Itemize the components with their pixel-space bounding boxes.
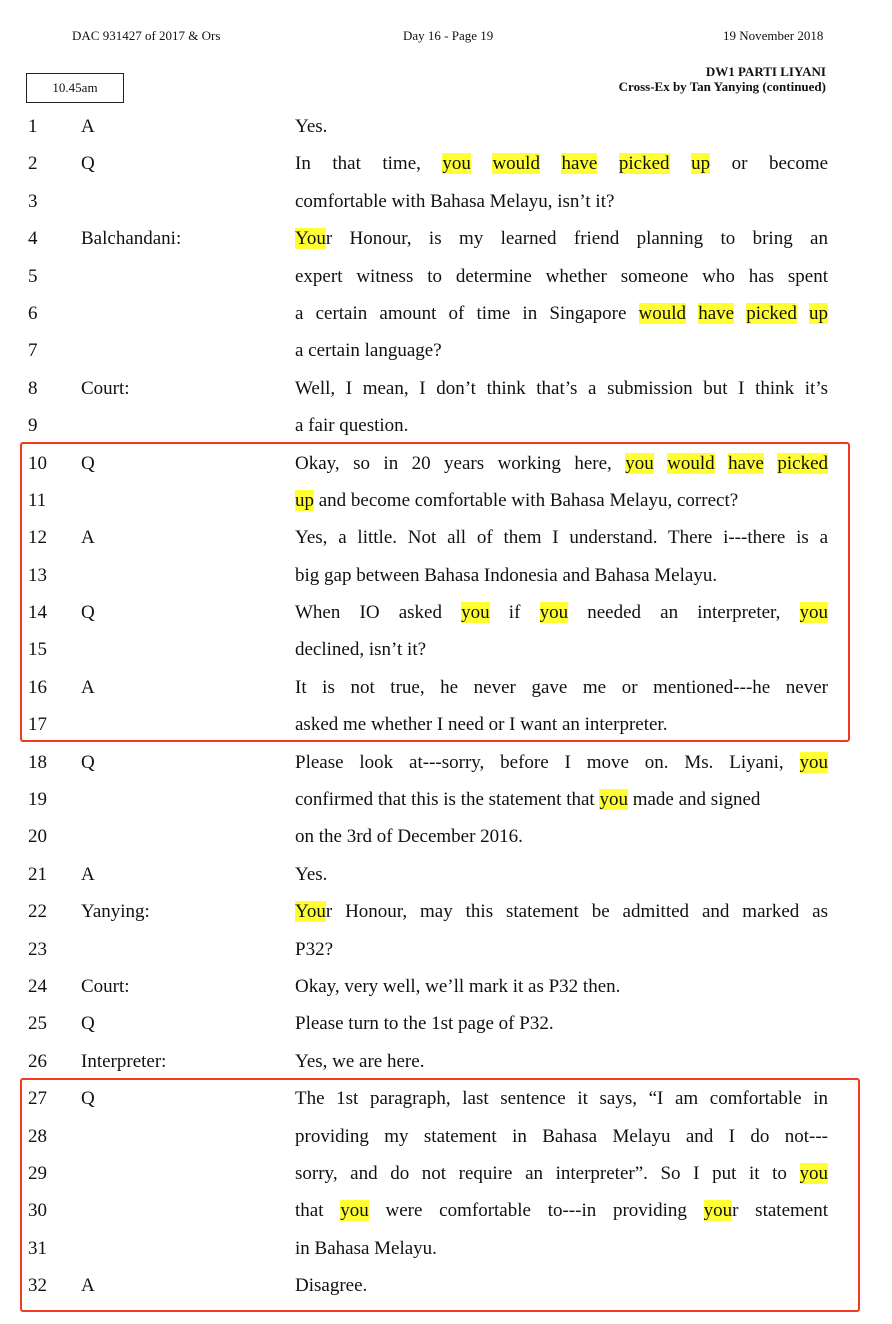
transcript-line bbox=[0, 332, 892, 369]
text-segment: sorry, and do not require an interpreter”. So I put it to bbox=[295, 1162, 800, 1184]
line-number: 7 bbox=[28, 340, 38, 362]
transcript-line bbox=[0, 519, 892, 556]
line-number: 23 bbox=[28, 938, 47, 960]
speaker-label: A bbox=[81, 863, 95, 885]
text-segment: P32? bbox=[295, 938, 333, 960]
line-text bbox=[295, 266, 828, 288]
case-number: DAC 931427 of 2017 & Ors bbox=[72, 28, 221, 43]
text-segment: r statement bbox=[732, 1200, 828, 1222]
transcript-line bbox=[0, 1080, 892, 1117]
line-number: 9 bbox=[28, 415, 38, 437]
highlighted-word: you bbox=[625, 452, 654, 474]
transcript-line bbox=[0, 220, 892, 257]
text-segment: in Bahasa Melayu. bbox=[295, 1237, 437, 1259]
line-text bbox=[295, 1051, 424, 1073]
text-segment: that bbox=[295, 1200, 341, 1222]
line-text bbox=[295, 1126, 828, 1148]
line-text bbox=[295, 602, 828, 624]
highlighted-word: would bbox=[638, 302, 687, 324]
transcript-line bbox=[0, 108, 892, 145]
transcript-line bbox=[0, 1267, 892, 1304]
text-segment: Yes, we are here. bbox=[295, 1050, 425, 1072]
text-segment: Yes. bbox=[295, 863, 328, 885]
transcript-line bbox=[0, 557, 892, 594]
text-segment: Okay, so in 20 years working here, bbox=[295, 452, 626, 474]
line-text bbox=[295, 976, 620, 998]
line-number: 16 bbox=[28, 676, 47, 698]
highlighted-word: would bbox=[667, 452, 715, 474]
text-segment: and become comfortable with Bahasa Melayu, correct? bbox=[314, 489, 739, 511]
line-number: 25 bbox=[28, 1013, 47, 1035]
day-page: Day 16 - Page 19 bbox=[403, 28, 494, 43]
speaker-label: A bbox=[81, 676, 95, 698]
text-segment: a certain language? bbox=[295, 340, 442, 362]
line-text bbox=[295, 116, 327, 138]
text-segment bbox=[471, 153, 493, 174]
highlighted-word: you bbox=[340, 1200, 369, 1222]
transcript-line bbox=[0, 893, 892, 930]
line-number: 10 bbox=[28, 452, 47, 474]
text-segment bbox=[764, 453, 777, 474]
line-text bbox=[295, 826, 523, 848]
line-number: 12 bbox=[28, 527, 47, 549]
transcript-line bbox=[0, 1005, 892, 1042]
line-number: 5 bbox=[28, 265, 38, 287]
line-text bbox=[295, 901, 828, 923]
text-segment: asked me whether I need or I want an interpreter. bbox=[295, 714, 668, 736]
transcript-lines bbox=[0, 108, 892, 1305]
line-text bbox=[295, 1088, 828, 1110]
line-number: 4 bbox=[28, 228, 38, 250]
line-text bbox=[295, 864, 327, 886]
text-segment: Yes, a little. Not all of them I understand. There i---there is a bbox=[295, 527, 828, 549]
transcript-line bbox=[0, 744, 892, 781]
text-segment: on the 3rd of December 2016. bbox=[295, 826, 523, 848]
text-segment: made and signed bbox=[627, 789, 761, 811]
line-text bbox=[295, 415, 408, 437]
line-number: 30 bbox=[28, 1200, 47, 1222]
text-segment: The 1st paragraph, last sentence it says, “I am comfortable in bbox=[295, 1088, 828, 1110]
line-number: 3 bbox=[28, 190, 38, 212]
highlighted-word: you bbox=[799, 602, 829, 624]
highlighted-word: picked bbox=[746, 302, 797, 324]
speaker-label: Interpreter: bbox=[81, 1050, 167, 1072]
line-number: 21 bbox=[28, 863, 47, 885]
line-number: 29 bbox=[28, 1162, 47, 1184]
highlighted-word: up bbox=[809, 302, 829, 324]
line-text bbox=[295, 340, 442, 362]
line-number: 24 bbox=[28, 975, 47, 997]
speaker-label: Q bbox=[81, 751, 95, 773]
highlighted-word: you bbox=[442, 153, 471, 175]
text-segment: declined, isn’t it? bbox=[295, 639, 427, 661]
text-segment: if bbox=[489, 602, 540, 624]
transcript-line bbox=[0, 445, 892, 482]
text-segment: r Honour, is my learned friend planning to bring an bbox=[325, 228, 828, 250]
speaker-label: Court: bbox=[81, 975, 130, 997]
witness-name: DW1 PARTI LIYANI bbox=[705, 64, 826, 79]
text-segment: Well, I mean, I don’t think that’s a submission but I think it’s bbox=[295, 377, 828, 399]
text-segment bbox=[670, 153, 692, 174]
highlighted-word: would bbox=[492, 153, 540, 175]
text-segment: or become bbox=[710, 153, 829, 175]
text-segment: Okay, very well, we’ll mark it as P32 then. bbox=[295, 975, 621, 997]
highlighted-word: picked bbox=[618, 153, 670, 175]
highlighted-word: have bbox=[728, 452, 764, 474]
line-number: 20 bbox=[28, 826, 47, 848]
text-segment: needed an interpreter, bbox=[568, 602, 800, 624]
line-text bbox=[295, 303, 828, 325]
transcript-line bbox=[0, 295, 892, 332]
speaker-label: A bbox=[81, 527, 95, 549]
text-segment: a certain amount of time in Singapore bbox=[295, 302, 639, 324]
speaker-label: Q bbox=[81, 1088, 95, 1110]
line-number: 2 bbox=[28, 153, 38, 175]
line-number: 15 bbox=[28, 639, 47, 661]
transcript-line bbox=[0, 1230, 892, 1267]
transcript-line bbox=[0, 931, 892, 968]
highlighted-word: you bbox=[539, 602, 569, 624]
transcript-line bbox=[0, 407, 892, 444]
transcript-line bbox=[0, 482, 892, 519]
text-segment: were comfortable to---in providing bbox=[368, 1200, 704, 1222]
line-number: 19 bbox=[28, 789, 47, 811]
text-segment: Please look at---sorry, before I move on. Ms. Liyani, bbox=[295, 751, 800, 773]
line-text bbox=[295, 1163, 828, 1185]
cross-examination-label: Cross-Ex by Tan Yanying (continued) bbox=[618, 79, 826, 94]
highlighted-word: You bbox=[295, 901, 326, 923]
text-segment bbox=[654, 453, 667, 474]
line-text bbox=[295, 191, 614, 213]
text-segment: comfortable with Bahasa Melayu, isn’t it? bbox=[295, 190, 615, 212]
line-text bbox=[295, 714, 667, 736]
text-segment bbox=[686, 303, 698, 324]
highlighted-word: picked bbox=[777, 452, 829, 474]
transcript-line bbox=[0, 1118, 892, 1155]
text-segment: a fair question. bbox=[295, 415, 409, 437]
highlighted-word: you bbox=[799, 1162, 828, 1184]
text-segment bbox=[597, 153, 619, 174]
text-segment: Yes. bbox=[295, 116, 328, 137]
speaker-label: Q bbox=[81, 602, 95, 624]
time-label: 10.45am bbox=[52, 80, 98, 95]
line-text bbox=[295, 677, 828, 699]
speaker-label: A bbox=[81, 1275, 95, 1297]
highlighted-word: have bbox=[561, 153, 598, 175]
line-text bbox=[295, 1275, 367, 1297]
highlighted-word: you bbox=[461, 602, 490, 624]
text-segment: In that time, bbox=[295, 153, 443, 175]
speaker-label: Balchandani: bbox=[81, 228, 182, 250]
line-text bbox=[295, 490, 738, 512]
time-box bbox=[26, 73, 124, 103]
text-segment: providing my statement in Bahasa Melayu and I do not--- bbox=[295, 1125, 828, 1147]
text-segment: Please turn to the 1st page of P32. bbox=[295, 1013, 554, 1035]
transcript-line bbox=[0, 706, 892, 743]
line-number: 11 bbox=[28, 489, 47, 511]
text-segment bbox=[797, 303, 809, 324]
transcript-line bbox=[0, 968, 892, 1005]
line-text bbox=[295, 1013, 554, 1035]
line-number: 1 bbox=[28, 116, 38, 137]
highlighted-word: up bbox=[295, 489, 314, 511]
transcript-line bbox=[0, 1192, 892, 1229]
transcript-line bbox=[0, 145, 892, 182]
transcript-line bbox=[0, 370, 892, 407]
text-segment: Disagree. bbox=[295, 1275, 368, 1297]
line-number: 17 bbox=[28, 714, 47, 736]
transcript-line bbox=[0, 631, 892, 668]
transcript-line bbox=[0, 856, 892, 893]
transcript-line bbox=[0, 1155, 892, 1192]
line-text bbox=[295, 153, 828, 175]
highlighted-word: you bbox=[799, 751, 828, 773]
text-segment: It is not true, he never gave me or mentioned---he never bbox=[295, 676, 828, 698]
line-number: 26 bbox=[28, 1050, 47, 1072]
line-text bbox=[295, 939, 333, 961]
line-number: 22 bbox=[28, 901, 47, 923]
line-text bbox=[295, 228, 828, 250]
line-text bbox=[295, 527, 828, 549]
highlighted-word: you bbox=[599, 789, 628, 811]
text-segment bbox=[734, 303, 746, 324]
line-number: 27 bbox=[28, 1088, 47, 1110]
line-text bbox=[295, 378, 828, 400]
text-segment: When IO asked bbox=[295, 602, 462, 624]
transcript-line bbox=[0, 183, 892, 220]
transcript-line bbox=[0, 1043, 892, 1080]
line-number: 32 bbox=[28, 1275, 47, 1297]
text-segment bbox=[540, 153, 562, 174]
highlighted-word: have bbox=[698, 302, 735, 324]
line-text bbox=[295, 1238, 437, 1260]
hearing-date: 19 November 2018 bbox=[723, 28, 824, 43]
line-number: 14 bbox=[28, 602, 47, 624]
line-number: 8 bbox=[28, 377, 38, 399]
line-text bbox=[295, 639, 426, 661]
speaker-label: A bbox=[81, 116, 95, 137]
line-text bbox=[295, 789, 760, 811]
line-text bbox=[295, 453, 828, 475]
transcript-line bbox=[0, 669, 892, 706]
line-number: 6 bbox=[28, 302, 38, 324]
text-segment: big gap between Bahasa Indonesia and Bahasa Melayu. bbox=[295, 564, 718, 586]
transcript-line bbox=[0, 781, 892, 818]
speaker-label: Q bbox=[81, 452, 95, 474]
line-number: 31 bbox=[28, 1237, 47, 1259]
line-number: 18 bbox=[28, 751, 47, 773]
speaker-label: Court: bbox=[81, 377, 130, 399]
speaker-label: Q bbox=[81, 1013, 95, 1035]
line-number: 28 bbox=[28, 1125, 47, 1147]
highlighted-word: you bbox=[703, 1200, 733, 1222]
line-text bbox=[295, 1200, 828, 1222]
line-text bbox=[295, 752, 828, 774]
speaker-label: Yanying: bbox=[81, 901, 150, 923]
transcript-line bbox=[0, 258, 892, 295]
transcript-line bbox=[0, 594, 892, 631]
speaker-label: Q bbox=[81, 153, 95, 175]
text-segment: r Honour, may this statement be admitted and marked as bbox=[325, 901, 828, 923]
transcript-line bbox=[0, 818, 892, 855]
line-text bbox=[295, 565, 717, 587]
text-segment: expert witness to determine whether someone who has spent bbox=[295, 265, 828, 287]
text-segment: confirmed that this is the statement that bbox=[295, 789, 600, 811]
text-segment bbox=[715, 453, 728, 474]
highlighted-word: up bbox=[691, 153, 711, 175]
highlighted-word: You bbox=[295, 228, 326, 250]
line-number: 13 bbox=[28, 564, 47, 586]
